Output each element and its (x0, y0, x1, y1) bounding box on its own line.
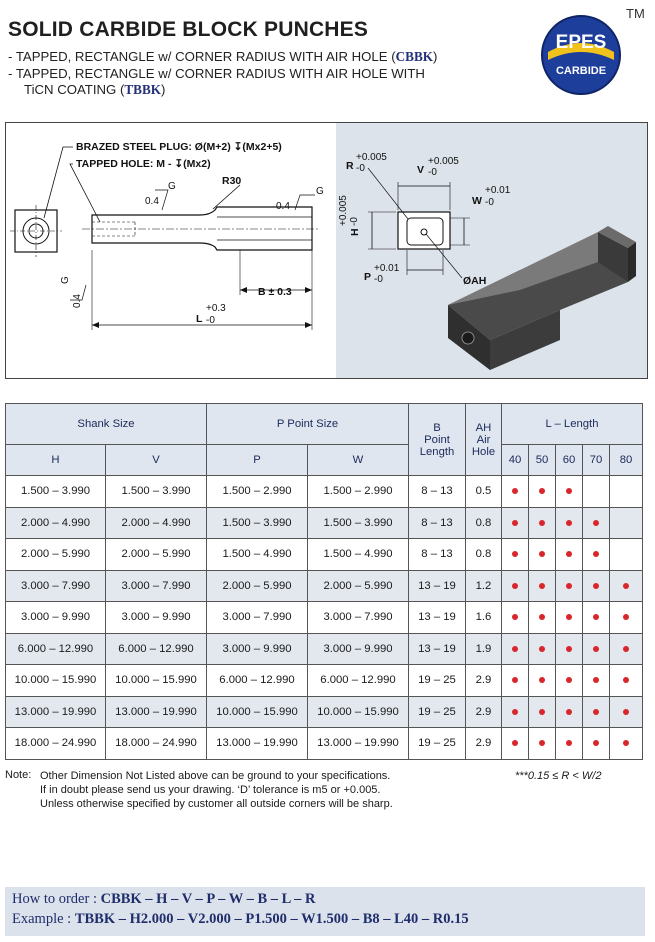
note-label: Note: (5, 769, 32, 781)
length-70-cell (583, 665, 610, 697)
available-dot-icon (593, 740, 599, 746)
w-minus-tolerance: -0 (485, 197, 494, 208)
b-cell: 8 – 13 (409, 507, 466, 539)
w-plus-tolerance: +0.01 (485, 185, 511, 196)
radius-tolerance-note: ***0.15 ≤ R < W/2 (515, 770, 602, 782)
available-dot-icon (539, 488, 545, 494)
available-dot-icon (539, 583, 545, 589)
length-70-cell (583, 507, 610, 539)
available-dot-icon (623, 709, 629, 715)
point-size-header: P Point Size (207, 404, 409, 445)
radius-label-3: 0.4 (72, 294, 83, 308)
v-column-header: V (106, 445, 207, 476)
product-line-2: - TAPPED, RECTANGLE w/ CORNER RADIUS WITH AIR HOLE WITH (8, 66, 425, 81)
length-70-header: 70 (583, 445, 610, 476)
available-dot-icon (566, 520, 572, 526)
ah-cell: 0.8 (466, 507, 502, 539)
v-cell: 2.000 – 5.990 (106, 539, 207, 571)
b-cell: 19 – 25 (409, 696, 466, 728)
note-line-2: If in doubt please send us your drawing. ‘D’ tolerance is m5 or +0.005. (40, 784, 381, 796)
length-70-cell (583, 728, 610, 760)
length-50-cell (529, 539, 556, 571)
order-example-line: Example : TBBK – H2.000 – V2.000 – P1.500 – W1.500 – B8 – L40 – R0.15 (12, 911, 469, 927)
available-dot-icon (512, 520, 518, 526)
length-80-cell (610, 507, 643, 539)
length-60-cell (556, 539, 583, 571)
p-cell: 1.500 – 4.990 (207, 539, 308, 571)
available-dot-icon (593, 583, 599, 589)
b-cell: 13 – 19 (409, 602, 466, 634)
length-40-cell (502, 665, 529, 697)
p-column-header: P (207, 445, 308, 476)
r-plus-tolerance: +0.005 (356, 152, 387, 163)
ah-cell: 1.6 (466, 602, 502, 634)
available-dot-icon (623, 677, 629, 683)
length-40-cell (502, 539, 529, 571)
v-minus-tolerance: -0 (428, 167, 437, 178)
spec-table-body (6, 476, 643, 760)
length-70-cell (583, 633, 610, 665)
w-column-header: W (308, 445, 409, 476)
how-to-order-line: How to order : CBBK – H – V – P – W – B – L – R (12, 891, 316, 907)
length-80-cell (610, 696, 643, 728)
available-dot-icon (539, 646, 545, 652)
page-title: SOLID CARBIDE BLOCK PUNCHES (8, 18, 369, 41)
air-hole-header: AH Air Hole (466, 404, 502, 476)
w-cell: 1.500 – 2.990 (308, 476, 409, 508)
available-dot-icon (512, 551, 518, 557)
b-cell: 13 – 19 (409, 633, 466, 665)
length-60-cell (556, 602, 583, 634)
available-dot-icon (512, 709, 518, 715)
ah-dimension-label: ØAH (463, 275, 487, 287)
h-cell: 18.000 – 24.990 (6, 728, 106, 760)
available-dot-icon (539, 614, 545, 620)
available-dot-icon (539, 551, 545, 557)
h-plus-tolerance: +0.005 (338, 195, 349, 226)
length-40-cell (502, 570, 529, 602)
h-cell: 3.000 – 7.990 (6, 570, 106, 602)
available-dot-icon (566, 614, 572, 620)
length-70-cell (583, 696, 610, 728)
available-dot-icon (512, 677, 518, 683)
available-dot-icon (566, 583, 572, 589)
available-dot-icon (539, 709, 545, 715)
drawing-labels (0, 0, 655, 390)
length-80-cell (610, 539, 643, 571)
w-cell: 13.000 – 19.990 (308, 728, 409, 760)
w-cell: 3.000 – 9.990 (308, 633, 409, 665)
length-80-cell (610, 602, 643, 634)
note-line-3: Unless otherwise specified by customer all outside corners will be sharp. (40, 798, 393, 810)
h-column-header: H (6, 445, 106, 476)
p-plus-tolerance: +0.01 (374, 263, 400, 274)
w-cell: 10.000 – 15.990 (308, 696, 409, 728)
g-label-1: G (168, 181, 176, 192)
length-60-cell (556, 507, 583, 539)
p-cell: 6.000 – 12.990 (207, 665, 308, 697)
l-minus-tolerance: -0 (206, 315, 215, 326)
b-cell: 8 – 13 (409, 539, 466, 571)
v-cell: 3.000 – 9.990 (106, 602, 207, 634)
available-dot-icon (623, 614, 629, 620)
p-cell: 3.000 – 9.990 (207, 633, 308, 665)
length-50-cell (529, 696, 556, 728)
available-dot-icon (593, 709, 599, 715)
length-70-cell (583, 602, 610, 634)
available-dot-icon (593, 646, 599, 652)
available-dot-icon (566, 709, 572, 715)
length-40-cell (502, 476, 529, 508)
table-row (6, 507, 643, 539)
h-cell: 2.000 – 5.990 (6, 539, 106, 571)
product-line-1: - TAPPED, RECTANGLE w/ CORNER RADIUS WITH AIR HOLE (CBBK) (8, 49, 438, 64)
length-80-cell (610, 570, 643, 602)
available-dot-icon (539, 520, 545, 526)
length-50-cell (529, 476, 556, 508)
length-80-cell (610, 728, 643, 760)
g-label-3: G (60, 276, 71, 284)
v-cell: 10.000 – 15.990 (106, 665, 207, 697)
table-row (6, 602, 643, 634)
w-cell: 1.500 – 4.990 (308, 539, 409, 571)
available-dot-icon (566, 646, 572, 652)
length-40-cell (502, 696, 529, 728)
p-cell: 13.000 – 19.990 (207, 728, 308, 760)
v-cell: 6.000 – 12.990 (106, 633, 207, 665)
v-cell: 3.000 – 7.990 (106, 570, 207, 602)
length-60-cell (556, 570, 583, 602)
length-80-cell (610, 633, 643, 665)
length-50-cell (529, 507, 556, 539)
p-cell: 3.000 – 7.990 (207, 602, 308, 634)
length-70-cell (583, 476, 610, 508)
r-minus-tolerance: -0 (356, 163, 365, 174)
available-dot-icon (512, 614, 518, 620)
logo-text-top: EPES (555, 32, 607, 53)
v-cell: 13.000 – 19.990 (106, 696, 207, 728)
available-dot-icon (512, 646, 518, 652)
length-40-cell (502, 633, 529, 665)
trademark: TM (626, 6, 645, 21)
length-80-cell (610, 665, 643, 697)
radius-label-2: 0.4 (276, 201, 290, 212)
h-cell: 1.500 – 3.990 (6, 476, 106, 508)
b-cell: 13 – 19 (409, 570, 466, 602)
length-50-header: 50 (529, 445, 556, 476)
available-dot-icon (539, 677, 545, 683)
length-50-cell (529, 728, 556, 760)
w-dimension-label: W (472, 195, 482, 207)
v-cell: 2.000 – 4.990 (106, 507, 207, 539)
available-dot-icon (566, 740, 572, 746)
available-dot-icon (566, 488, 572, 494)
p-dimension-label: P (364, 271, 372, 283)
length-header: L – Length (502, 404, 643, 445)
h-minus-tolerance: -0 (349, 217, 360, 226)
length-50-cell (529, 665, 556, 697)
length-60-cell (556, 476, 583, 508)
ah-cell: 1.9 (466, 633, 502, 665)
length-60-header: 60 (556, 445, 583, 476)
r30-label: R30 (222, 175, 242, 187)
p-cell: 10.000 – 15.990 (207, 696, 308, 728)
v-cell: 1.500 – 3.990 (106, 476, 207, 508)
available-dot-icon (512, 740, 518, 746)
ah-cell: 2.9 (466, 665, 502, 697)
p-cell: 2.000 – 5.990 (207, 570, 308, 602)
length-50-cell (529, 633, 556, 665)
w-cell: 1.500 – 3.990 (308, 507, 409, 539)
w-cell: 3.000 – 7.990 (308, 602, 409, 634)
available-dot-icon (593, 677, 599, 683)
length-40-cell (502, 728, 529, 760)
length-60-cell (556, 696, 583, 728)
b-dimension-label: B ± 0.3 (258, 286, 292, 298)
length-50-cell (529, 602, 556, 634)
ah-cell: 0.8 (466, 539, 502, 571)
available-dot-icon (539, 740, 545, 746)
tapped-hole-label: TAPPED HOLE: M - ↧(Mx2) (76, 158, 211, 170)
p-minus-tolerance: -0 (374, 274, 383, 285)
length-60-cell (556, 728, 583, 760)
w-cell: 2.000 – 5.990 (308, 570, 409, 602)
available-dot-icon (566, 551, 572, 557)
g-label-2: G (316, 186, 324, 197)
p-cell: 1.500 – 2.990 (207, 476, 308, 508)
table-row (6, 696, 643, 728)
v-plus-tolerance: +0.005 (428, 156, 459, 167)
note-line-1: Other Dimension Not Listed above can be ground to your specifications. (40, 770, 391, 782)
available-dot-icon (512, 583, 518, 589)
table-row (6, 633, 643, 665)
r-dimension-label: R (346, 160, 354, 172)
length-80-header: 80 (610, 445, 643, 476)
v-cell: 18.000 – 24.990 (106, 728, 207, 760)
brazed-plug-label: BRAZED STEEL PLUG: Ø(M+2) ↧(Mx2+5) (76, 141, 282, 153)
table-row (6, 539, 643, 571)
ah-cell: 2.9 (466, 696, 502, 728)
product-line-3: TiCN COATING (TBBK) (24, 82, 166, 97)
length-40-header: 40 (502, 445, 529, 476)
h-dimension-label: H (349, 228, 361, 236)
radius-label-1: 0.4 (145, 196, 159, 207)
logo-text-bottom: CARBIDE (555, 65, 607, 77)
available-dot-icon (623, 583, 629, 589)
b-length-header: B Point Length (409, 404, 466, 476)
available-dot-icon (593, 614, 599, 620)
b-cell: 8 – 13 (409, 476, 466, 508)
spec-table (5, 403, 643, 760)
available-dot-icon (623, 740, 629, 746)
length-70-cell (583, 539, 610, 571)
h-cell: 13.000 – 19.990 (6, 696, 106, 728)
l-dimension-label: L (196, 313, 203, 325)
p-cell: 1.500 – 3.990 (207, 507, 308, 539)
v-dimension-label: V (417, 164, 425, 176)
available-dot-icon (593, 551, 599, 557)
ah-cell: 2.9 (466, 728, 502, 760)
length-70-cell (583, 570, 610, 602)
ah-cell: 0.5 (466, 476, 502, 508)
h-cell: 3.000 – 9.990 (6, 602, 106, 634)
w-cell: 6.000 – 12.990 (308, 665, 409, 697)
b-cell: 19 – 25 (409, 665, 466, 697)
ah-cell: 1.2 (466, 570, 502, 602)
h-cell: 10.000 – 15.990 (6, 665, 106, 697)
table-row (6, 570, 643, 602)
h-cell: 6.000 – 12.990 (6, 633, 106, 665)
length-50-cell (529, 570, 556, 602)
length-60-cell (556, 633, 583, 665)
length-40-cell (502, 602, 529, 634)
available-dot-icon (512, 488, 518, 494)
table-row (6, 728, 643, 760)
table-row (6, 476, 643, 508)
h-cell: 2.000 – 4.990 (6, 507, 106, 539)
shank-size-header: Shank Size (6, 404, 207, 445)
available-dot-icon (623, 646, 629, 652)
available-dot-icon (593, 520, 599, 526)
l-plus-tolerance: +0.3 (206, 303, 226, 314)
length-60-cell (556, 665, 583, 697)
length-40-cell (502, 507, 529, 539)
table-row (6, 665, 643, 697)
b-cell: 19 – 25 (409, 728, 466, 760)
length-80-cell (610, 476, 643, 508)
available-dot-icon (566, 677, 572, 683)
